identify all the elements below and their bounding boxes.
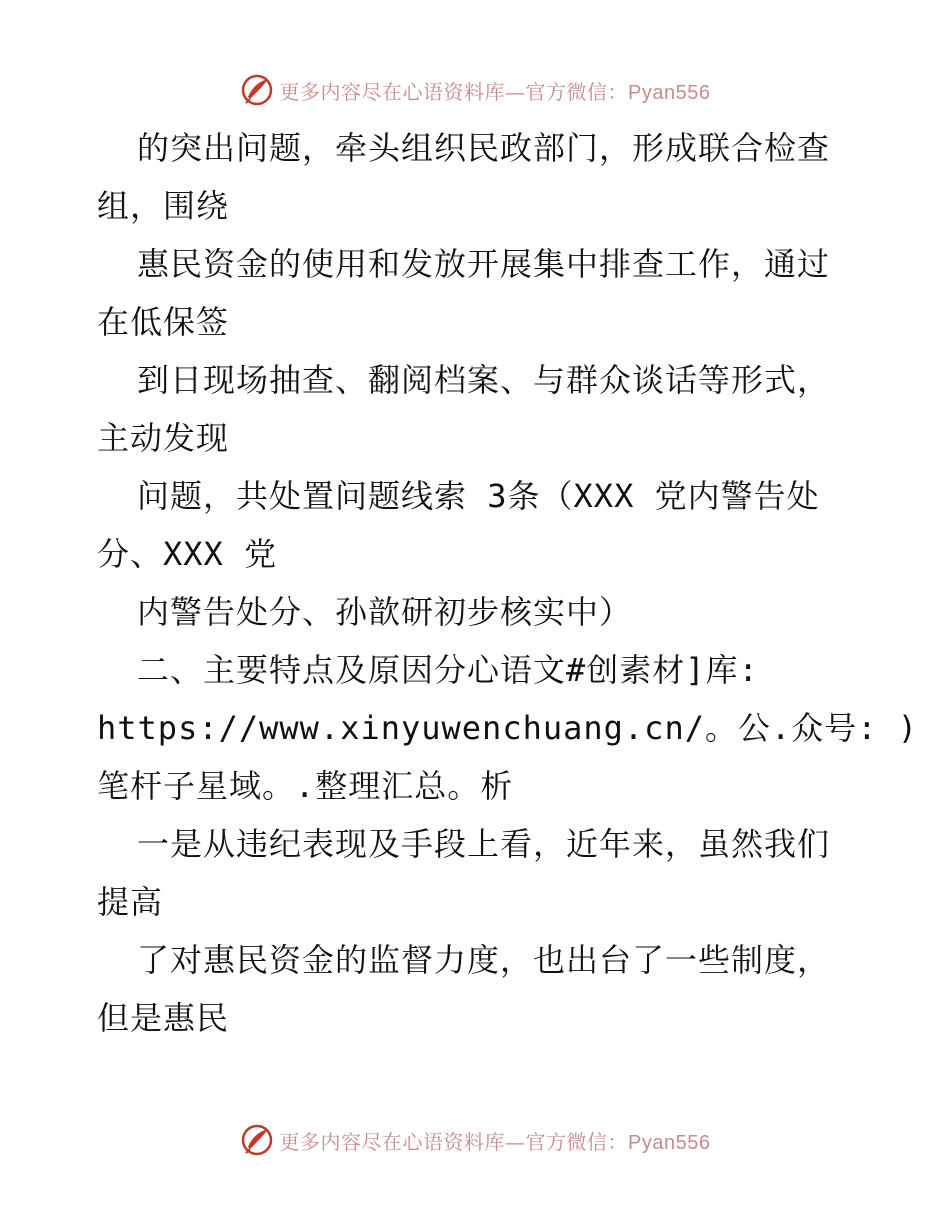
body-line: 了对惠民资金的监督力度，也出台了一些制度， [137,941,831,979]
header-watermark-banner [0,70,950,110]
body-line: 内警告处分、孙歆研初步核实中） [137,593,633,631]
banner-main-text: 更多内容尽在心语资料库—官方微信： [279,1129,629,1154]
banner-wechat-id: Pyan556 [628,1131,711,1154]
banner-main-text: 更多内容尽在心语资料库—官方微信： [279,79,629,104]
body-line: 但是惠民 [97,999,230,1037]
body-line: 笔杆子星域。.整理汇总。析 [97,767,514,805]
document-body [97,119,919,1047]
banner-text [280,76,711,105]
body-line: 一是从违纪表现及手段上看，近年来，虽然我们 [137,825,831,863]
body-line: 分、XXX 党 [97,535,278,573]
body-line: 在低保签 [97,303,230,341]
body-line: 二、主要特点及原因分心语文#创素材]库: [137,651,759,689]
body-line: 组，围绕 [97,187,230,225]
banner-wechat-id: Pyan556 [628,81,711,104]
quill-pen-logo-icon [240,1123,274,1157]
footer-watermark-banner [0,1120,950,1160]
body-line: 问题，共处置问题线索 3条（XXX 党内警告处 [137,477,820,515]
body-line: 惠民资金的使用和发放开展集中排查工作，通过 [137,245,831,283]
quill-pen-logo-icon [240,73,274,107]
body-line-url: https://www.xinyuwenchuang.cn/。公.众号: ) [97,709,919,747]
banner-text [280,1126,711,1155]
body-line: 提高 [97,883,164,921]
body-line: 到日现场抽查、翻阅档案、与群众谈话等形式， [137,361,831,399]
body-line: 的突出问题，牵头组织民政部门，形成联合检查 [137,129,831,167]
body-line: 主动发现 [97,419,230,457]
